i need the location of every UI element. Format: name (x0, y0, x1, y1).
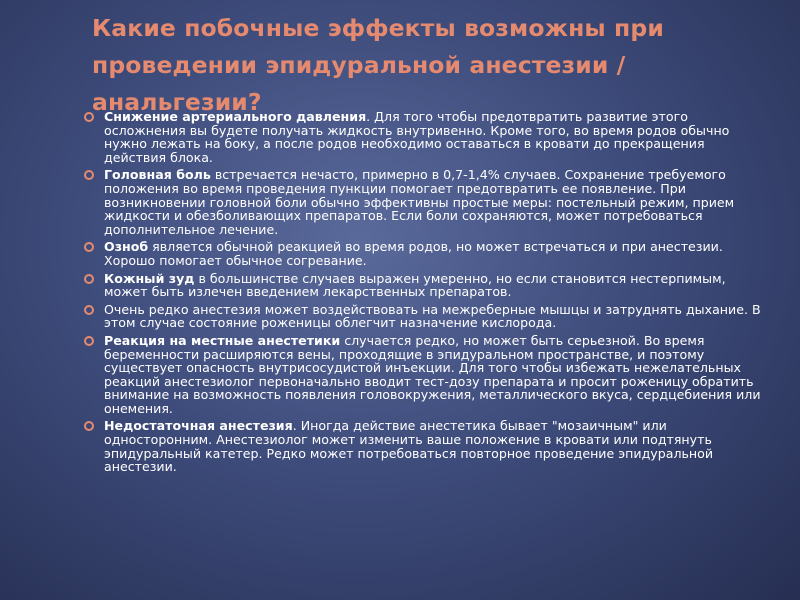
item-bold-term: Озноб (104, 239, 149, 255)
item-text: в большинстве случаев выражен умеренно, но если становится нестерпимым, может быть излечен введением лекарственных препаратов. (104, 270, 726, 300)
item-text: случается редко, но может быть серьезной. Во время беременности расширяются вены, проходящие в эпидуральном пространстве, и поэтому существует опасность внутрисосудистой инъекции. Для того чтобы избежать нежелательных реакций анестезиолог первоначально вводит тест-дозу препарата и просит роженицу обратить внимание на возможность появления головокружения, металлического вкуса, сердцебиения или онемения. (104, 332, 761, 416)
ring-bullet-icon (84, 112, 94, 122)
item-bold-term: Недостаточная анестезия (104, 418, 293, 434)
ring-bullet-icon (84, 170, 94, 180)
item-bold-term: Реакция на местные анестетики (104, 332, 341, 348)
ring-bullet-icon (84, 274, 94, 284)
bullet-list (84, 110, 764, 478)
item-text: Очень редко анестезия может воздействовать на межреберные мышцы и затруднять дыхание. В этом случае состояние роженицы облегчит назначение кислорода. (104, 301, 761, 331)
item-bold-term: Снижение артериального давления (104, 109, 367, 124)
item-text: . Для того чтобы предотвратить развитие этого осложнения вы будете получать жидкость внутривенно. Кроме того, во время родов обычно нужно лежать на боку, а после родов необходимо оставаться в кровати до прекращения действия блока. (104, 109, 730, 165)
list-item (84, 419, 764, 473)
list-item (84, 168, 764, 236)
ring-bullet-icon (84, 242, 94, 252)
slide-title: Какие побочные эффекты возможны при проведении эпидуральной анестезии / анальгезии? (92, 14, 664, 116)
list-item (84, 110, 764, 164)
ring-bullet-icon (84, 421, 94, 431)
item-text: . Иногда действие анестетика бывает "мозаичным" или односторонним. Анестезиолог может изменить ваше положение в кровати или подтянуть эпидуральный катетер. Редко может потребоваться повторное проведение эпидуральной анестезии. (104, 418, 714, 475)
list-item (84, 240, 764, 267)
list-item (84, 334, 764, 416)
list-item (84, 303, 764, 330)
ring-bullet-icon (84, 336, 94, 346)
item-bold-term: Кожный зуд (104, 270, 195, 286)
item-bold-term: Головная боль (104, 167, 211, 183)
item-text: является обычной реакцией во время родов, но может встречаться и при анестезии. Хорошо помогает обычное согревание. (104, 239, 723, 268)
list-item (84, 272, 764, 299)
item-text: встречается нечасто, примерно в 0,7-1,4% случаев. Сохранение требуемого положения во время проведения пункции помогает предотвратить ее появление. При возникновении головной боли обычно эффективны простые меры: постельный режим, прием жидкости и обезболивающих препаратов. Если боли сохраняются, может потребоваться дополнительное лечение. (104, 167, 735, 237)
ring-bullet-icon (84, 305, 94, 315)
